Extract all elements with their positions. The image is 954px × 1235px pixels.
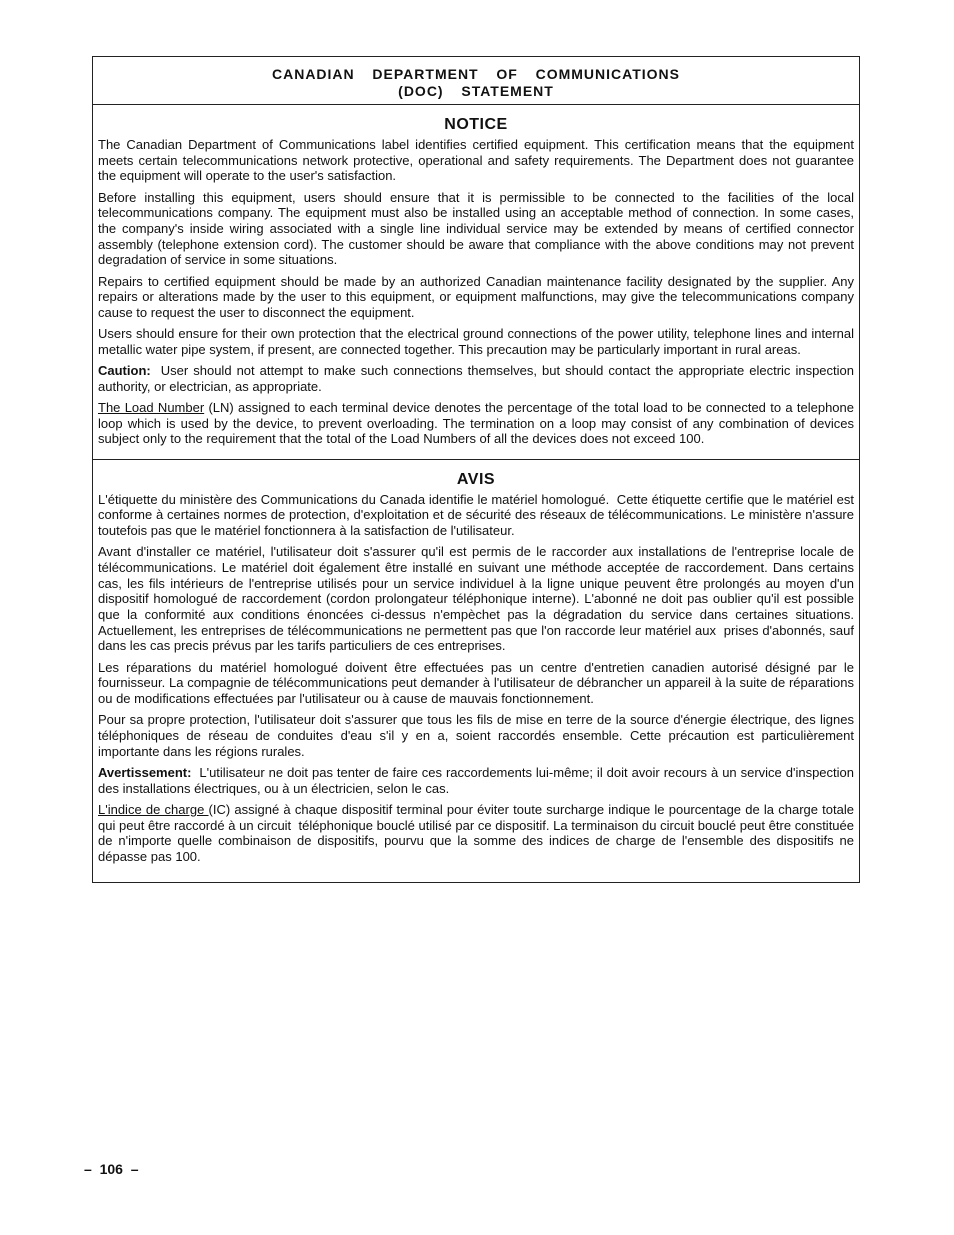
load-number-text: (LN) assigned to each terminal device denotes the percentage of the total load to be connected to a telephone loop which is used by the device, to prevent overloading. The termination on a loop may consist of any combination of devices subject only to the requirement that the total of the Load Numbers of all the devices does not exceed 100. xyxy=(98,400,854,447)
load-index-term: L'indice de charge xyxy=(98,801,209,817)
warning-label: Avertissement: xyxy=(98,764,192,780)
caution-text: User should not attempt to make such connections themselves, but should contact the appropriate electric inspection authority, or electrician, as appropriate. xyxy=(98,363,858,394)
notice-paragraph-installation: Before installing this equipment, users should ensure that it is permissible to be connected to the facilities of the local telecommunications company. The equipment must also be installed using an acceptable method of connection. In some cases, the company's inside wiring associated with a single line individual service may be extended by means of certified connector assembly (telephone extension cord). The customer should be aware that compliance with the above conditions may not prevent degradation of service in some situations. xyxy=(98,189,854,268)
notice-paragraph-certification: The Canadian Department of Communications label identifies certified equipment. This certification means that the equipment meets certain telecommunications network protective, operational and safety requirements. The Department does not guarantee the equipment will operate to the user's satisfaction. xyxy=(98,137,854,184)
notice-paragraph-load-number xyxy=(98,400,854,447)
load-index-text: (IC) assigné à chaque dispositif terminal pour éviter toute surcharge indique le pourcentage de la charge totale qui peut être raccordé à un circuit téléphonique bouclé utilisé par ce dispositif. La terminaison du circuit bouclé peut être constituée de n'importe quelle combinaison de dispositifs, pourvu que la somme des indices de charge de l'ensemble des dispositifs ne dépasse pas 100. xyxy=(98,801,858,864)
avis-paragraph-repairs: Les réparations du matériel homologué doivent être effectuées pas un centre d'entretien canadien autorisé désigné par le fournisseur. La compagnie de télécommunications peut demander à l'utilisateur de débrancher un appareil à la suite de réparations ou de modifications effectuées par l'utilisateur ou à cause de mauvais fonctionnement. xyxy=(98,659,854,707)
header-title-line1: CANADIAN DEPARTMENT OF COMMUNICATIONS xyxy=(271,66,681,82)
avis-section xyxy=(93,459,859,882)
statement-header xyxy=(93,57,859,105)
notice-paragraph-grounding: Users should ensure for their own protection that the electrical ground connections of the power utility, telephone lines and internal metallic water pipe system, if present, are connected together. This precaution may be particularly important in rural areas. xyxy=(98,326,854,357)
notice-paragraph-repairs: Repairs to certified equipment should be made by an authorized Canadian maintenance facility designated by the supplier. Any repairs or alterations made by the user to this equipment, or equipment malfunctions, may give the telecommunications company cause to request the user to disconnect the equipment. xyxy=(98,273,854,321)
doc-statement-box xyxy=(92,56,860,883)
warning-text: L'utilisateur ne doit pas tenter de faire ces raccordements lui-même; il doit avoir recours à un service d'inspection des installations électriques, ou à un électricien, selon le cas. xyxy=(98,764,858,796)
caution-label: Caution: xyxy=(98,363,151,379)
avis-paragraph-load-index xyxy=(98,801,858,865)
load-number-term: The Load Number xyxy=(98,400,205,416)
header-title-line2: (DOC) STATEMENT xyxy=(398,83,554,99)
avis-paragraph-warning xyxy=(98,764,858,796)
avis-heading: AVIS xyxy=(456,470,496,488)
avis-paragraph-grounding: Pour sa propre protection, l'utilisateur doit s'assurer que tous les fils de mise en terre de la source d'énergie électrique, des lignes téléphoniques de réseau de conduites d'eau s'il y en a, soient raccordés ensemble. Cette précaution est particulièrement importante dans les régions rurales. xyxy=(98,712,854,759)
notice-heading: NOTICE xyxy=(444,116,508,133)
avis-paragraph-installation: Avant d'installer ce matériel, l'utilisateur doit s'assurer qu'il est permis de le raccorder aux installations de l'entreprise locale de télécommunications. Le matériel doit également être installé en suivant une méthode acceptée de raccordement. Dans certains cas, les fils intérieurs de l'entreprise utilisés pour un service individuel à la ligne unique peuvent être prolongés au moyen d'un dispositif homologué de raccordement (cordon prolongateur téléphonique interne). L'abonné ne doit pas oublier qu'il est possible que la conformité aux conditions énoncées ci-dessus n'empèchet pas la dégradation du service dans certaines situations. Actuellement, les entreprises de télécommunications ne permettent pas que l'on raccorde leur matériel aux prises d'abonnés, sauf dans les cas precis prévus par les tarifs particuliers de ces entreprises. xyxy=(98,544,858,654)
avis-paragraph-certification: L'étiquette du ministère des Communications du Canada identifie le matériel homologué. Cette étiquette certifie que le matériel est conforme à certaines normes de protection, d'exploitation et de sécurité des réseaux de télécommunications. Le ministère n'assure toutefois pas que le matériel fonctionnera à la satisfaction de l'utilisateur. xyxy=(98,491,858,539)
page-number: – 106 – xyxy=(84,1161,139,1177)
notice-section xyxy=(93,105,859,459)
notice-paragraph-caution xyxy=(98,363,858,394)
